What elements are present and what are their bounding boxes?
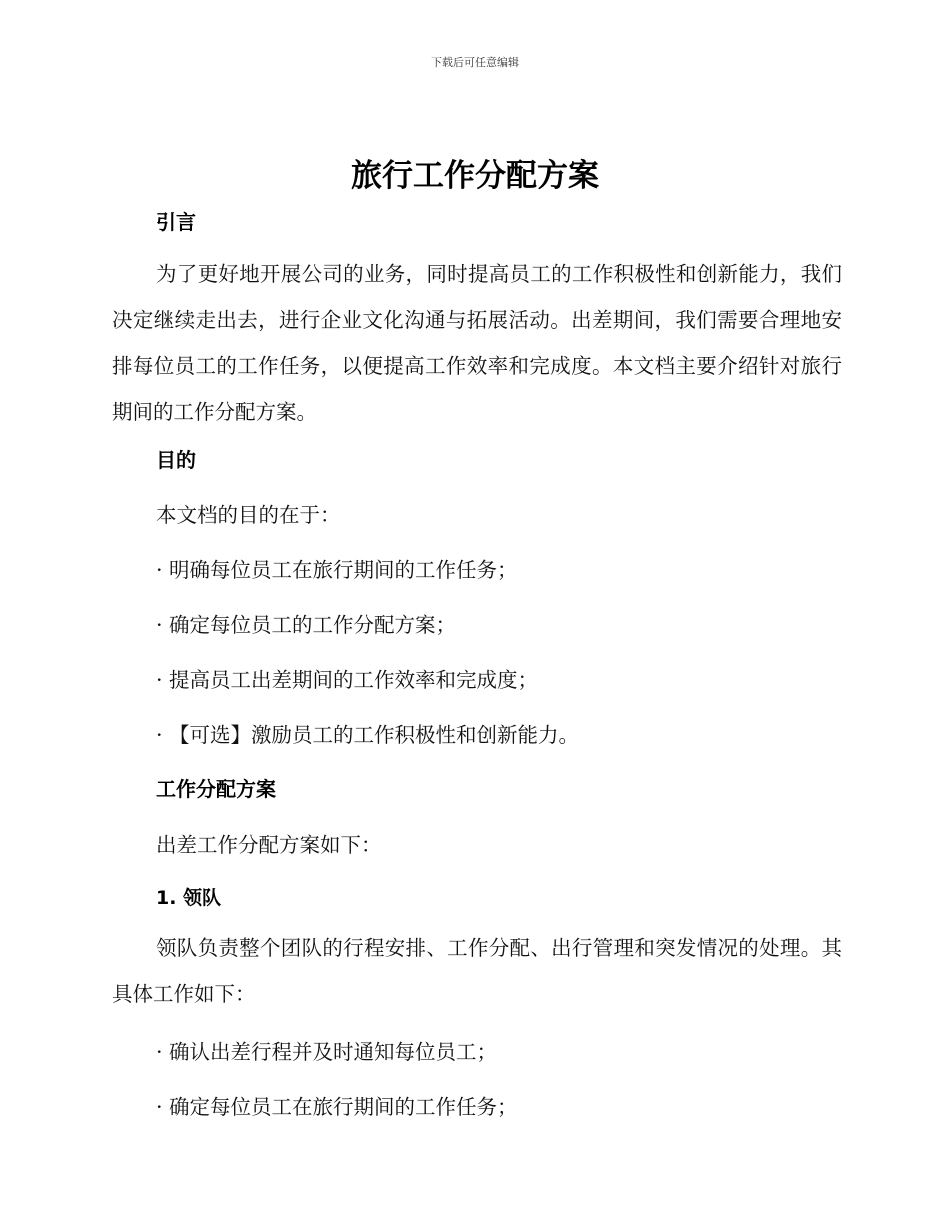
page-header: 下载后可任意编辑 <box>431 56 519 69</box>
purpose-bullet: · 【可选】激励员工的工作积极性和创新能力。 <box>156 723 580 747</box>
document-title: 旅行工作分配方案 <box>351 158 599 194</box>
purpose-bullet: · 确定每位员工的工作分配方案； <box>156 613 457 637</box>
leader-bullet: · 确认出差行程并及时通知每位员工； <box>156 1040 498 1064</box>
purpose-bullet: · 提高员工出差期间的工作效率和完成度； <box>156 668 539 692</box>
subsection-heading-leader: 1. 领队 <box>156 887 222 909</box>
purpose-bullet: · 明确每位员工在旅行期间的工作任务； <box>156 558 518 582</box>
section-heading-plan: 工作分配方案 <box>156 777 276 801</box>
intro-paragraph: 为了更好地开展公司的业务，同时提高员工的工作积极性和创新能力，我们决定继续走出去，进行企业文化沟通与拓展活动。出差期间，我们需要合理地安排每位员工的工作任务，以便提高工作效率和完成度。本文档主要介绍针对旅行期间的工作分配方案。 <box>112 262 842 424</box>
purpose-lead: 本文档的目的在于： <box>156 503 341 527</box>
plan-lead: 出差工作分配方案如下： <box>156 833 382 857</box>
leader-paragraph: 领队负责整个团队的行程安排、工作分配、出行管理和突发情况的处理。其具体工作如下： <box>112 936 842 1006</box>
section-heading-purpose: 目的 <box>156 448 196 472</box>
leader-bullet: · 确定每位员工在旅行期间的工作任务； <box>156 1095 518 1119</box>
section-heading-intro: 引言 <box>156 210 196 234</box>
